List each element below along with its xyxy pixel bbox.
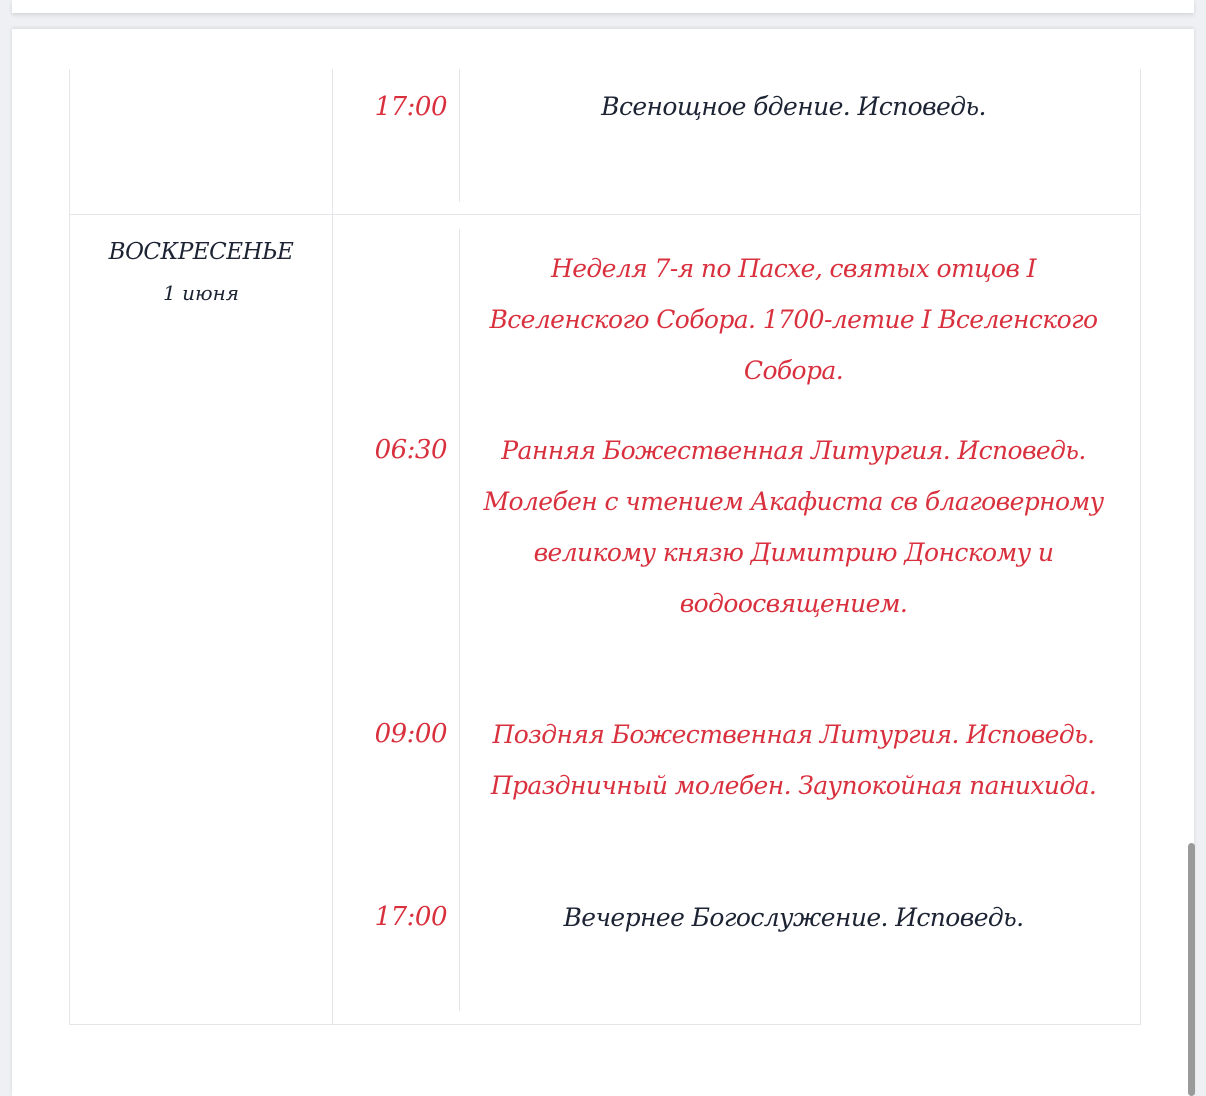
day-name: ВОСКРЕСЕНЬЕ — [108, 239, 294, 265]
event-item — [333, 811, 1140, 943]
previous-card — [12, 0, 1194, 13]
event-time: 17:00 — [374, 902, 447, 932]
day-cell-empty — [70, 69, 333, 214]
event-description: Ранняя Божественная Литургия. Исповедь. Молебен с чтением Акафиста св благоверному великому князю Димитрию Донскому и водоосвящением. — [483, 436, 1104, 618]
event-description: Поздняя Божественная Литургия. Исповедь. Праздничный молебен. Заупокойная панихида. — [490, 720, 1097, 800]
event-description: Всенощное бдение. Исповедь. — [601, 92, 986, 121]
events-cell — [333, 215, 1140, 1024]
event-time: 06:30 — [374, 435, 447, 465]
feast-heading-text: Неделя 7-я по Пасхе, святых отцов I Вселенского Собора. 1700-летие I Вселенского Собора. — [489, 254, 1098, 385]
event-item — [333, 629, 1140, 811]
event-description: Вечернее Богослужение. Исповедь. — [563, 903, 1024, 932]
event-time: 09:00 — [374, 719, 447, 749]
events-cell — [333, 69, 1140, 214]
event-item — [333, 69, 1140, 133]
day-date: 1 июня — [163, 281, 239, 305]
schedule-table — [69, 69, 1141, 1025]
schedule-row-previous-day — [70, 69, 1140, 214]
scrollbar-thumb[interactable] — [1188, 843, 1195, 1096]
day-cell — [70, 215, 333, 1024]
event-item — [333, 396, 1140, 629]
schedule-row-sunday — [70, 214, 1140, 1024]
schedule-card — [12, 29, 1194, 1096]
event-time: 17:00 — [374, 92, 447, 122]
feast-heading — [333, 215, 1140, 396]
